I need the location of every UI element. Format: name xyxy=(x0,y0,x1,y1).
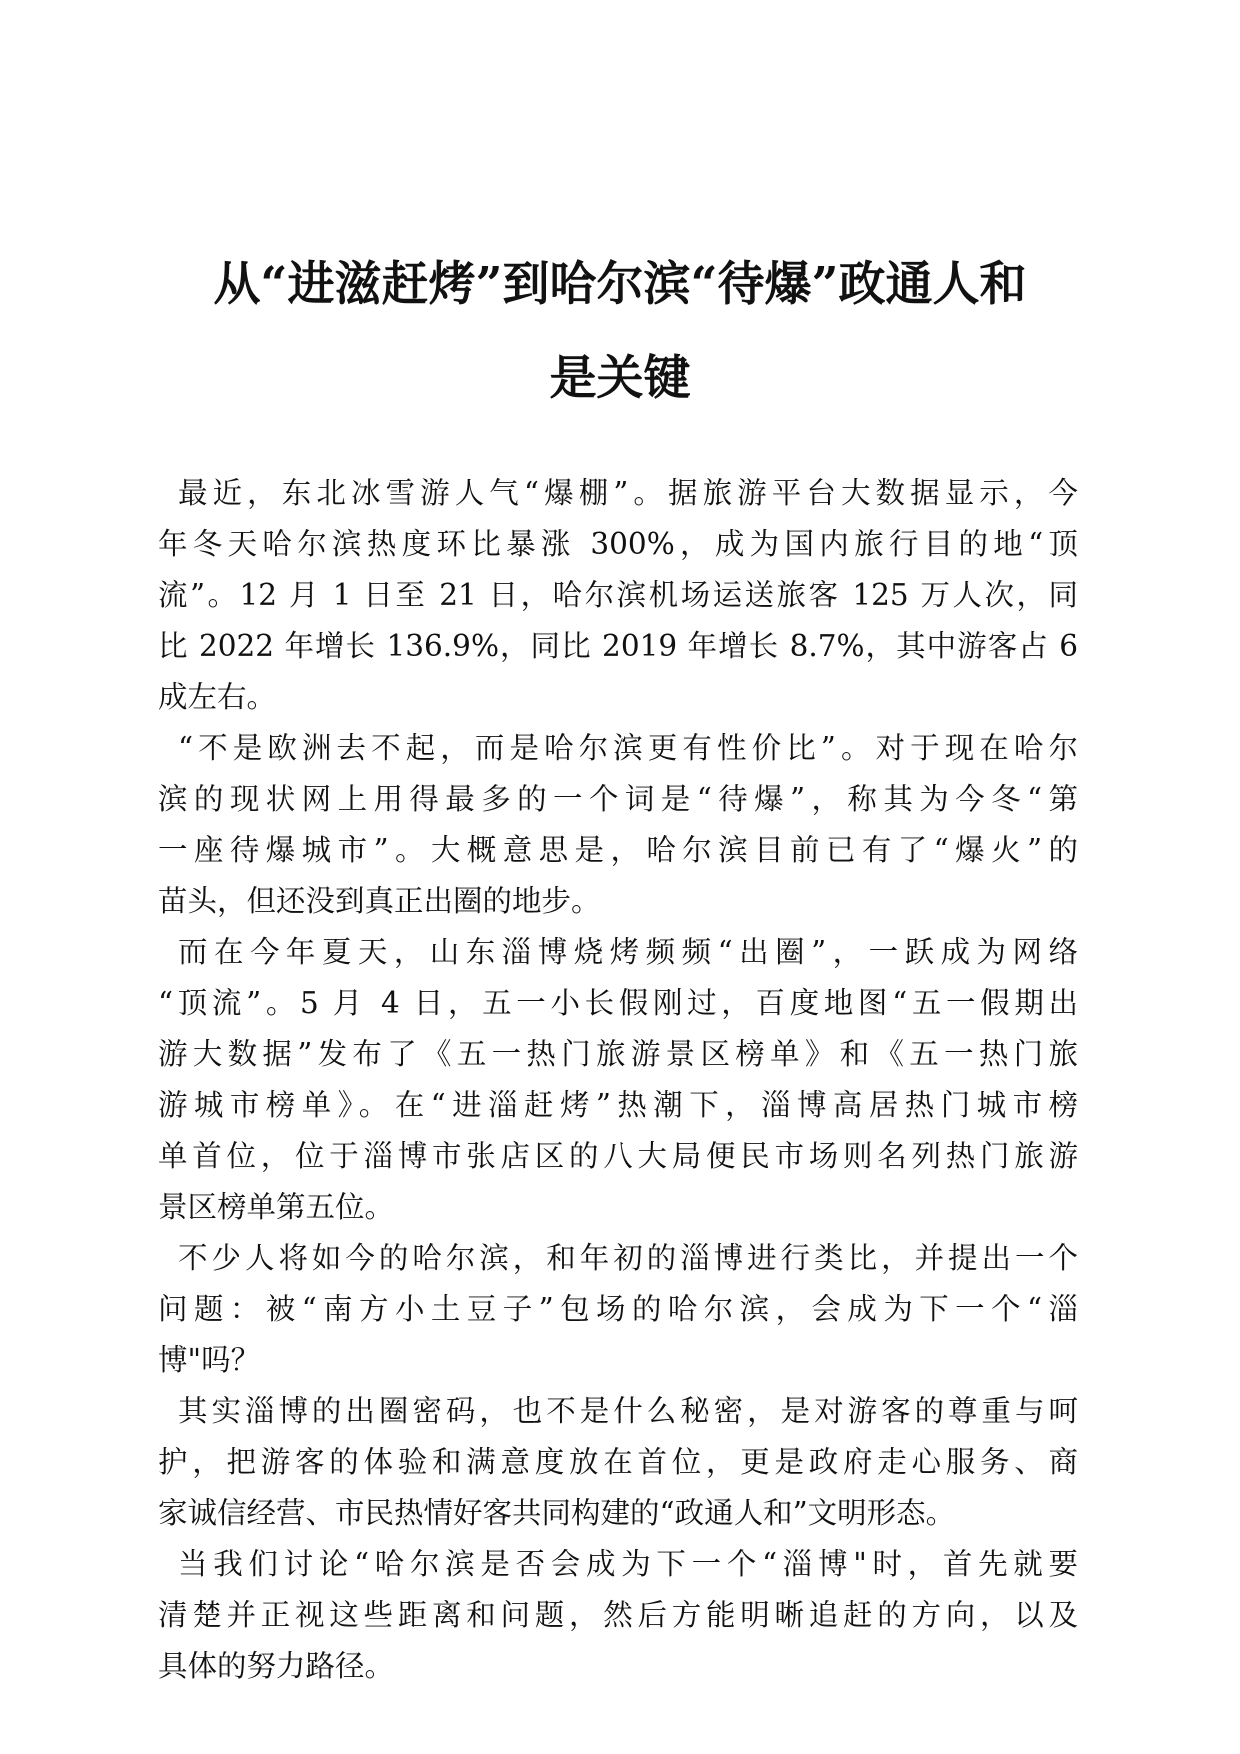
paragraph-line: 具体的努力路径。 xyxy=(158,1649,395,1683)
paragraph-line: 单首位，位于淄博市张店区的八大局便民市场则名列热门旅游 xyxy=(158,1139,1078,1173)
paragraph-line: 护，把游客的体验和满意度放在首位，更是政府走心服务、商 xyxy=(158,1445,1078,1479)
paragraph-line: 而在今年夏天，山东淄博烧烤频频“出圈”，一跃成为网络 xyxy=(178,935,1078,969)
paragraph-1 xyxy=(158,468,1078,723)
title-line-2: 是关键 xyxy=(549,351,691,406)
page-title xyxy=(150,238,1090,426)
paragraph-4 xyxy=(158,1233,1078,1386)
paragraph-3 xyxy=(158,927,1078,1233)
paragraph-line: “顶流”。5 月 4 日，五一小长假刚过，百度地图“五一假期出 xyxy=(158,986,1078,1020)
paragraph-line: 清楚并正视这些距离和问题，然后方能明晰追赶的方向，以及 xyxy=(158,1598,1078,1632)
paragraph-line: 博"吗？ xyxy=(158,1343,261,1377)
paragraph-line: 问题：被“南方小土豆子”包场的哈尔滨，会成为下一个“淄 xyxy=(158,1292,1078,1326)
paragraph-line: 景区榜单第五位。 xyxy=(158,1190,395,1224)
paragraph-5 xyxy=(158,1386,1078,1539)
paragraph-line: 一座待爆城市”。大概意思是，哈尔滨目前已有了“爆火”的 xyxy=(158,833,1078,867)
article-body xyxy=(158,468,1078,1692)
paragraph-line: 最近，东北冰雪游人气“爆棚”。据旅游平台大数据显示，今 xyxy=(178,476,1078,510)
paragraph-line: 游城市榜单》。在“进淄赶烤”热潮下，淄博高居热门城市榜 xyxy=(158,1088,1078,1122)
paragraph-6 xyxy=(158,1539,1078,1692)
paragraph-line: 比 2022 年增长 136.9%，同比 2019 年增长 8.7%，其中游客占 6 xyxy=(158,629,1078,663)
paragraph-line: 家诚信经营、市民热情好客共同构建的“政通人和”文明形态。 xyxy=(158,1496,956,1530)
paragraph-line: 不少人将如今的哈尔滨，和年初的淄博进行类比，并提出一个 xyxy=(178,1241,1078,1275)
paragraph-line: 年冬天哈尔滨热度环比暴涨 300%，成为国内旅行目的地“顶 xyxy=(158,527,1078,561)
title-line-1: 从“进滋赶烤”到哈尔滨“待爆”政通人和 xyxy=(213,257,1027,312)
paragraph-line: 成左右。 xyxy=(158,680,277,714)
paragraph-line: “不是欧洲去不起，而是哈尔滨更有性价比”。对于现在哈尔 xyxy=(178,731,1078,765)
paragraph-line: 流”。12 月 1 日至 21 日，哈尔滨机场运送旅客 125 万人次，同 xyxy=(158,578,1078,612)
paragraph-2 xyxy=(158,723,1078,927)
paragraph-line: 滨的现状网上用得最多的一个词是“待爆”，称其为今冬“第 xyxy=(158,782,1078,816)
paragraph-line: 其实淄博的出圈密码，也不是什么秘密，是对游客的尊重与呵 xyxy=(178,1394,1078,1428)
paragraph-line: 游大数据”发布了《五一热门旅游景区榜单》和《五一热门旅 xyxy=(158,1037,1078,1071)
paragraph-line: 当我们讨论“哈尔滨是否会成为下一个“淄博"时，首先就要 xyxy=(178,1547,1078,1581)
paragraph-line: 苗头，但还没到真正出圈的地步。 xyxy=(158,884,601,918)
